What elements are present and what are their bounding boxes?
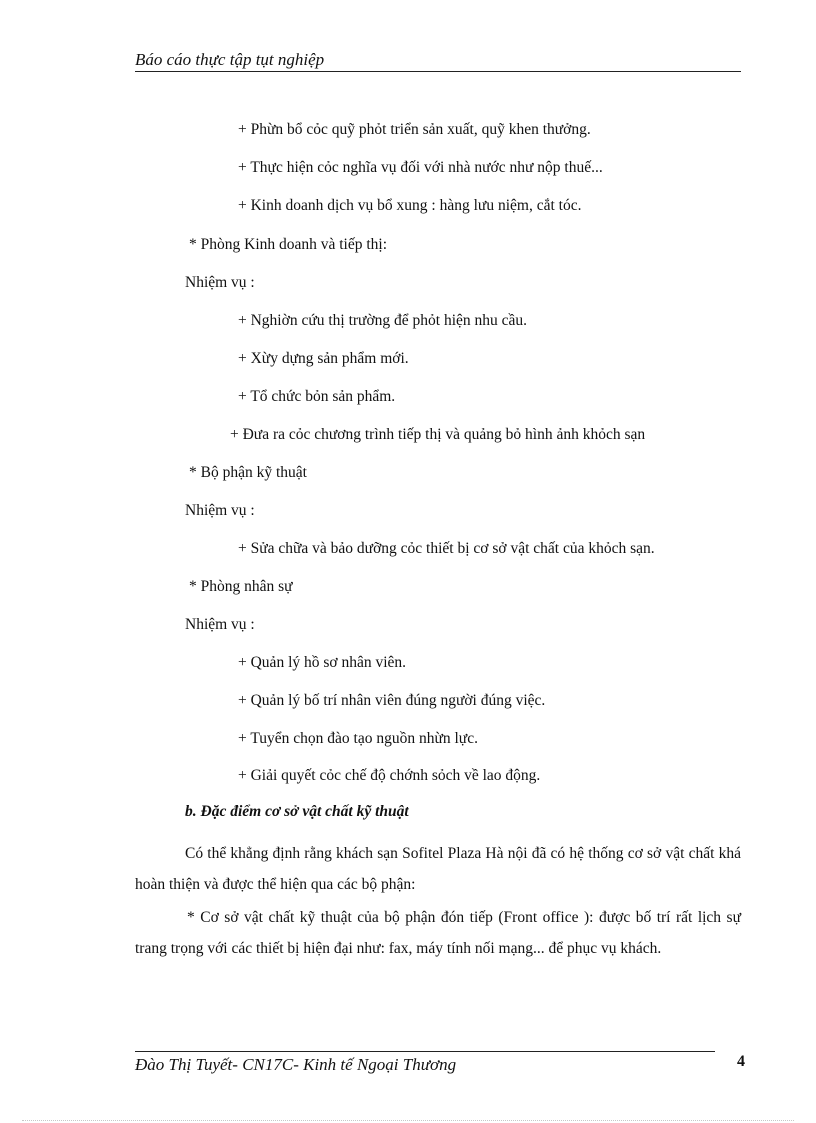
footer-author: Đào Thị Tuyết- CN17C- Kinh tế Ngoại Thương: [135, 1055, 457, 1074]
page-edge-divider: [22, 1120, 794, 1121]
bullet-item: + Thực hiện cỏc nghĩa vụ đối với nhà nước như nộp thuế...: [238, 159, 603, 176]
bullet-item: + Tổ chức bỏn sản phẩm.: [238, 388, 396, 405]
page-number: 4: [737, 1053, 745, 1070]
duties-label: Nhiệm vụ :: [185, 502, 255, 519]
duties-label: Nhiệm vụ :: [185, 274, 255, 291]
paragraph: * Cơ sở vật chất kỹ thuật của bộ phận đón tiếp (Front office ): được bố trí rất lịch sự trang trọng với các thiết bị hiện đại như: fax, máy tính nối mạng... để phục vụ khách.: [135, 909, 741, 957]
bullet-item: + Xừy dựng sản phẩm mới.: [238, 350, 409, 367]
bullet-item: + Nghiờn cứu thị trường để phỏt hiện nhu cầu.: [238, 312, 528, 329]
bullet-item: + Quản lý hồ sơ nhân viên.: [238, 654, 407, 671]
header-title: Báo cáo thực tập tụt nghiệp: [135, 50, 325, 69]
department-heading: * Phòng nhân sự: [189, 578, 293, 595]
footer-rule: [135, 1051, 715, 1052]
bullet-item: + Đưa ra cỏc chương trình tiếp thị và quảng bỏ hình ảnh khỏch sạn: [230, 426, 646, 443]
bullet-item: + Giải quyết cỏc chế độ chớnh sỏch về lao động.: [238, 767, 541, 784]
department-heading: * Phòng Kinh doanh và tiếp thị:: [189, 236, 388, 253]
bullet-item: + Quản lý bố trí nhân viên đúng người đúng việc.: [238, 692, 546, 709]
section-heading: b. Đặc điểm cơ sở vật chất kỹ thuật: [185, 803, 409, 820]
department-heading: * Bộ phận kỹ thuật: [189, 464, 307, 481]
paragraph: Có thể khẳng định rằng khách sạn Sofitel Plaza Hà nội đã có hệ thống cơ sở vật chất khá hoàn thiện và được thể hiện qua các bộ phận:: [135, 845, 741, 893]
bullet-item: + Kinh doanh dịch vụ bổ xung : hàng lưu niệm, cắt tóc.: [238, 197, 582, 214]
bullet-item: + Phừn bổ cỏc quỹ phỏt triển sản xuất, quỹ khen thưởng.: [238, 121, 591, 138]
header-rule: [135, 71, 741, 72]
bullet-item: + Tuyển chọn đào tạo nguồn nhừn lực.: [238, 730, 478, 747]
duties-label: Nhiệm vụ :: [185, 616, 255, 633]
bullet-item: + Sửa chữa và bảo dưỡng cỏc thiết bị cơ sở vật chất của khỏch sạn.: [238, 540, 655, 557]
